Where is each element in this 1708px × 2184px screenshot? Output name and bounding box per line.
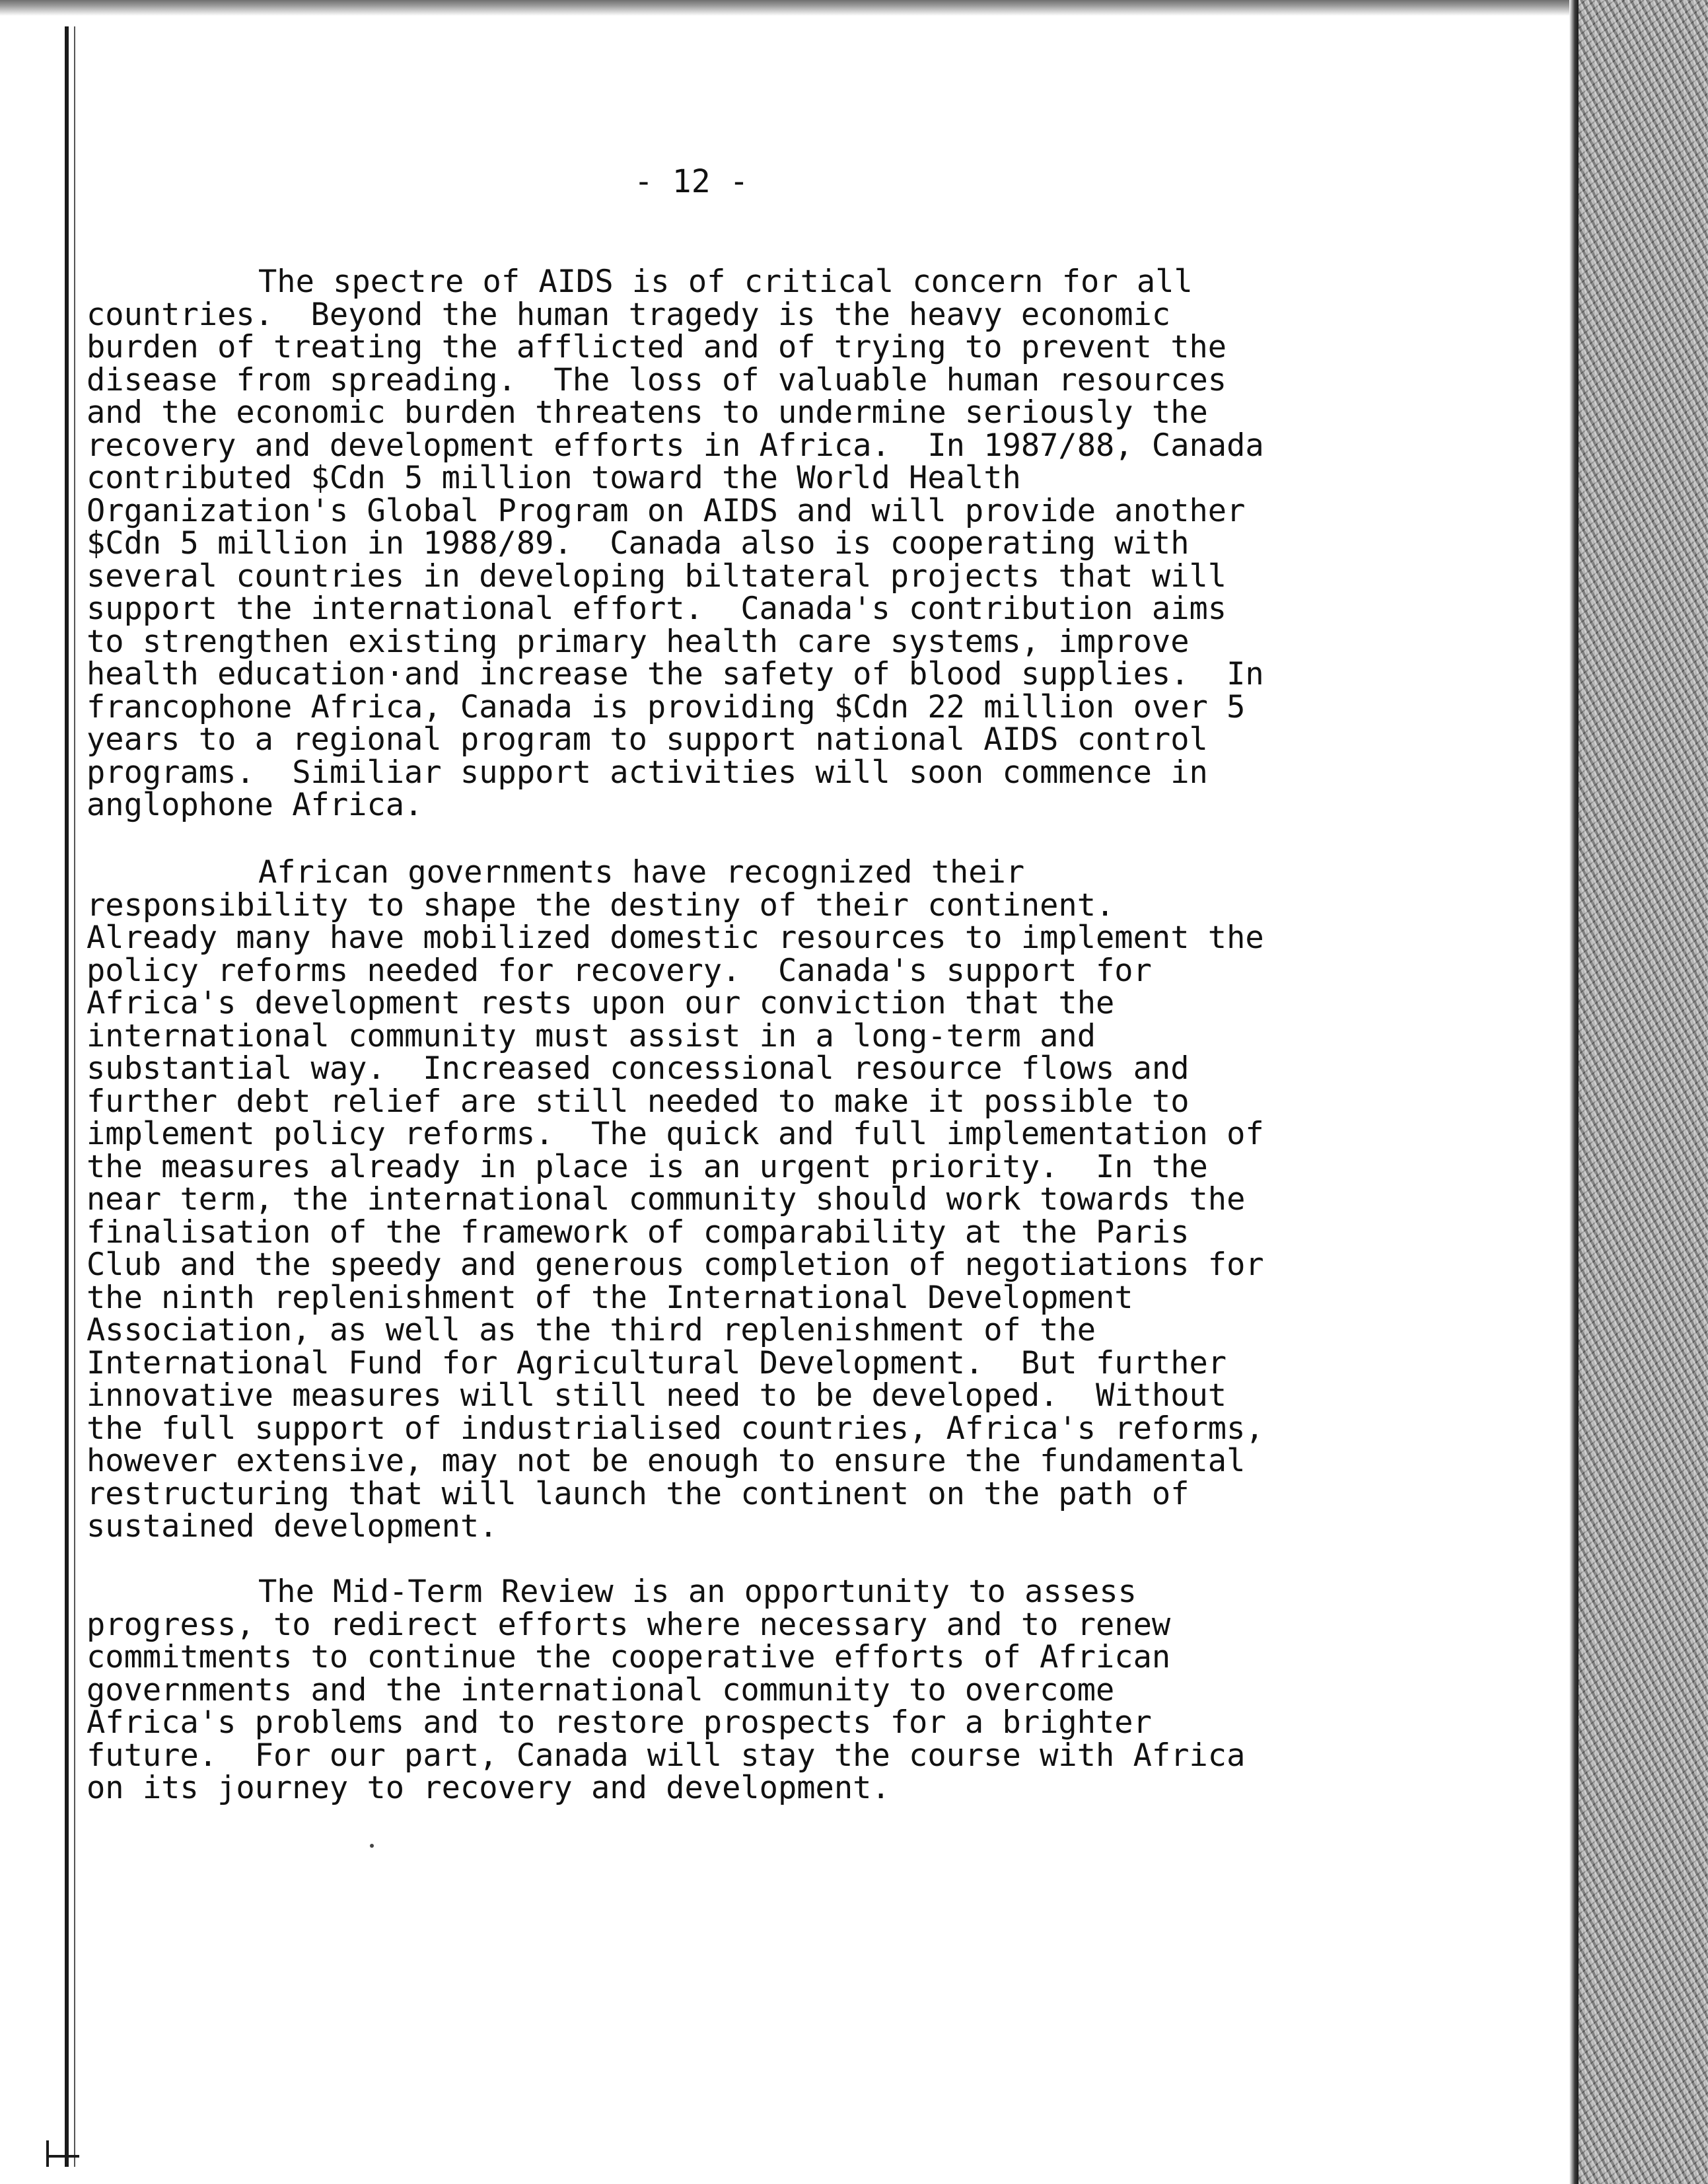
scan-background-texture [1579,0,1708,2184]
text-line: commitments to continue the cooperative efforts of African [87,1639,1171,1675]
text-line: Club and the speedy and generous completion of negotiations for [87,1247,1264,1283]
paragraph-aids [87,266,1407,822]
bottom-corner-mark-vertical [46,2140,49,2167]
scan-top-edge [0,0,1708,16]
text-line: $Cdn 5 million in 1988/89. Canada also is cooperating with [87,525,1190,562]
text-line: burden of treating the afflicted and of trying to prevent the [87,329,1227,365]
text-line: near term, the international community should work towards the [87,1181,1246,1218]
paragraph-african-governments [87,856,1407,1543]
text-line: African governments have recognized their [258,854,1025,891]
text-line: Organization's Global Program on AIDS and will provide another [87,492,1246,529]
page-number: - 12 - [634,163,749,200]
text-line: to strengthen existing primary health care systems, improve [87,623,1190,660]
text-line: policy reforms needed for recovery. Canada's support for [87,952,1152,989]
text-line: International Fund for Agricultural Development. But further [87,1344,1227,1381]
text-line: further debt relief are still needed to make it possible to [87,1083,1190,1120]
text-line: The spectre of AIDS is of critical concern for all [258,264,1193,300]
text-line: future. For our part, Canada will stay the course with Africa [87,1737,1246,1774]
text-line: support the international effort. Canada's contribution aims [87,591,1227,627]
left-margin-rule [65,26,69,2167]
text-line: sustained development. [87,1508,498,1545]
text-line: progress, to redirect efforts where necessary and to renew [87,1606,1171,1643]
text-line: governments and the international community to overcome [87,1671,1115,1708]
text-line: international community must assist in a long-term and [87,1017,1096,1054]
text-line: Africa's development rests upon our conviction that the [87,985,1115,1021]
text-line: innovative measures will still need to be developed. Without [87,1377,1227,1414]
text-line: however extensive, may not be enough to ensure the fundamental [87,1443,1246,1479]
text-line: the full support of industrialised countries, Africa's reforms, [87,1410,1264,1447]
text-line: Africa's problems and to restore prospects for a brighter [87,1704,1152,1741]
stray-mark [370,1844,374,1848]
text-line: restructuring that will launch the continent on the path of [87,1475,1190,1512]
text-line: disease from spreading. The loss of valuable human resources [87,361,1227,398]
text-line: the measures already in place is an urgent priority. In the [87,1148,1208,1185]
text-line: Association, as well as the third replenishment of the [87,1312,1096,1348]
text-line: implement policy reforms. The quick and full implementation of [87,1116,1264,1152]
text-line: responsibility to shape the destiny of their continent. [87,887,1115,924]
text-line: and the economic burden threatens to undermine seriously the [87,394,1208,431]
text-line: Already many have mobilized domestic resources to implement the [87,920,1264,956]
text-line: anglophone Africa. [87,787,423,823]
text-line: recovery and development efforts in Africa. In 1987/88, Canada [87,427,1264,464]
text-line: finalisation of the framework of comparability at the Paris [87,1214,1190,1251]
text-line: health education·and increase the safety of blood supplies. In [87,656,1264,692]
text-line: The Mid-Term Review is an opportunity to assess [258,1574,1137,1610]
bottom-corner-mark [46,2155,79,2158]
text-line: substantial way. Increased concessional resource flows and [87,1050,1190,1087]
page-edge-shadow [1569,0,1579,2184]
text-line: years to a regional program to support national AIDS control [87,721,1208,758]
text-line: the ninth replenishment of the International Development [87,1279,1133,1316]
text-line: programs. Similiar support activities will soon commence in [87,754,1208,791]
text-line: contributed $Cdn 5 million toward the World Health [87,460,1021,496]
paragraph-mid-term-review [87,1576,1407,1805]
text-line: countries. Beyond the human tragedy is the heavy economic [87,296,1171,333]
text-line: on its journey to recovery and development. [87,1770,890,1806]
left-margin-rule-inner [74,26,75,2167]
text-line: several countries in developing biltateral projects that will [87,558,1227,595]
text-line: francophone Africa, Canada is providing $Cdn 22 million over 5 [87,688,1246,725]
